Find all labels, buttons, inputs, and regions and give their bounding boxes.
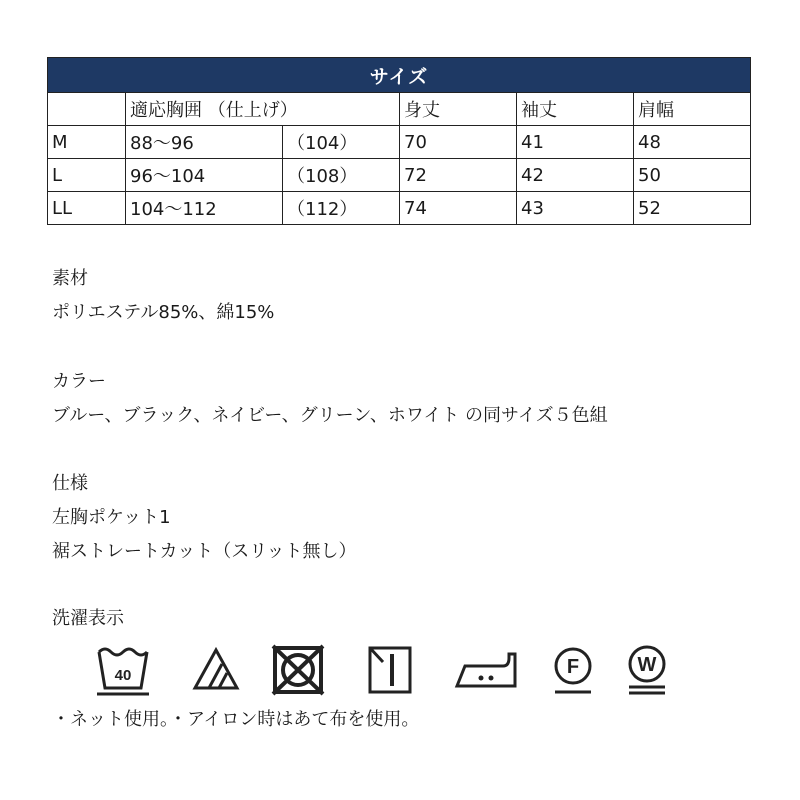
length-cell: 74 (400, 192, 517, 225)
header-chest: 適応胸囲 （仕上げ） (126, 93, 400, 126)
length-cell: 70 (400, 126, 517, 159)
dry-clean-f-icon (551, 642, 595, 698)
care-heading: 洗濯表示 (52, 608, 124, 629)
line-dry-icon (365, 642, 415, 698)
shoulder-cell: 50 (634, 159, 751, 192)
color-value: ブルー、ブラック、ネイビー、グリーン、ホワイト の同サイズ５色組 (52, 405, 608, 426)
table-row (48, 192, 751, 225)
size-table (47, 57, 751, 225)
header-shoulder: 肩幅 (634, 93, 751, 126)
material-heading: 素材 (52, 268, 88, 289)
shoulder-cell: 48 (634, 126, 751, 159)
care-notes: ・ネット使用。・アイロン時はあて布を使用。 (52, 709, 420, 730)
material-value: ポリエステル85%、綿15% (52, 302, 275, 323)
iron-medium-icon (453, 642, 519, 698)
sleeve-cell: 41 (517, 126, 634, 159)
wet-clean-letter: W (637, 654, 657, 676)
no-tumble-dry-icon (271, 642, 325, 698)
sleeve-cell: 42 (517, 159, 634, 192)
spec-line-pocket: 左胸ポケット1 (52, 507, 171, 528)
wash-temp-label: 40 (114, 667, 132, 684)
table-row (48, 159, 751, 192)
header-length: 身丈 (400, 93, 517, 126)
size-cell: LL (48, 192, 126, 225)
size-table-title: サイズ (48, 58, 751, 93)
spec-line-hem: 裾ストレートカット（スリット無し） (52, 541, 357, 562)
shoulder-cell: 52 (634, 192, 751, 225)
chest-cell: 96～104 (126, 159, 283, 192)
size-table-header-row (48, 93, 751, 126)
wash-40-net-icon (95, 642, 151, 698)
finished-cell: （112） (283, 192, 400, 225)
size-cell: L (48, 159, 126, 192)
dry-clean-letter: F (566, 656, 580, 678)
length-cell: 72 (400, 159, 517, 192)
material-section (52, 262, 274, 330)
care-section (52, 602, 124, 636)
chest-cell: 104～112 (126, 192, 283, 225)
chest-cell: 88～96 (126, 126, 283, 159)
care-icons (95, 642, 675, 698)
spec-section (52, 467, 357, 569)
header-empty (48, 93, 126, 126)
spec-heading: 仕様 (52, 473, 88, 494)
finished-cell: （108） (283, 159, 400, 192)
bleach-oxygen-only-icon (191, 642, 241, 698)
color-heading: カラー (52, 371, 106, 392)
size-cell: M (48, 126, 126, 159)
color-section (52, 365, 608, 433)
sleeve-cell: 43 (517, 192, 634, 225)
finished-cell: （104） (283, 126, 400, 159)
wet-clean-w-icon (625, 642, 669, 698)
table-row (48, 126, 751, 159)
header-sleeve: 袖丈 (517, 93, 634, 126)
